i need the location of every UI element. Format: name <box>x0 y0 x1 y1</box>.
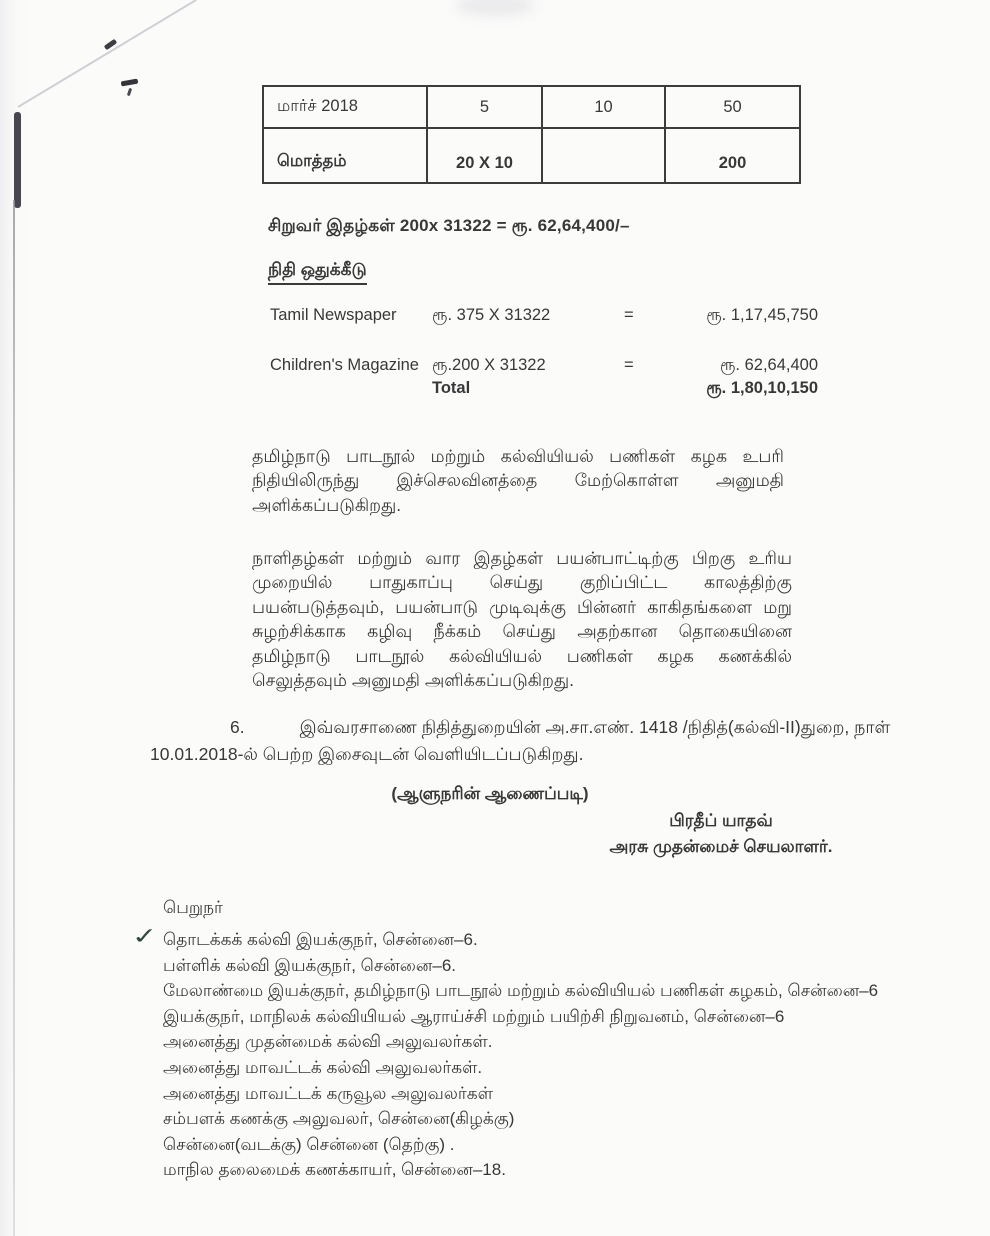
total-amount: ரூ. 1,80,10,150 <box>706 379 818 397</box>
paragraph-recycling: நாளிதழ்கள் மற்றும் வார இதழ்கள் பயன்பாட்டிற்கு பிறகு உரிய முறையில் பாதுகாப்பு செய்து குறிப்பிட்ட காலத்திற்கு பயன்படுத்தவும், பயன்பாடு முடிவுக்கு பின்னர் காகிதங்களை மறு சுழற்சிக்காக கழிவு நீக்கம் செய்து அதற்கான தொகையினை தமிழ்நாடு பாடநூல் கல்வியியல் பணிகள் கழக கணக்கில் செலுத்தவும் அனுமதி அளிக்கப்படுகிறது. <box>252 548 792 691</box>
equals-sign: = <box>624 306 634 324</box>
allocation-expression: ரூ. 375 X 31322 <box>432 306 551 324</box>
recipient-text: மாநில தலைமைக் கணக்காயர், சென்னை–18. <box>163 1160 506 1180</box>
recipient-text: அனைத்து மாவட்டக் கல்வி அலுவலர்கள். <box>163 1057 483 1077</box>
allocation-label <box>270 378 432 398</box>
table-cell <box>541 129 664 182</box>
equals-sign: = <box>624 356 634 374</box>
signatory-title: அரசு முதன்மைச் செயலாளர். <box>609 837 833 856</box>
total-label: Total <box>432 379 471 397</box>
recipients-list <box>130 898 879 1183</box>
recipient-text: அனைத்து முதன்மைக் கல்வி அலுவலர்கள். <box>163 1032 493 1052</box>
recipient-item <box>163 1157 878 1183</box>
allocation-amount: ரூ. 1,17,45,750 <box>706 306 818 324</box>
signature-block <box>575 808 867 860</box>
ink-mark <box>121 79 139 87</box>
paragraph-sanction: தமிழ்நாடு பாடநூல் மற்றும் கல்வியியல் பணிகள் கழக உபரி நிதியிலிருந்து இச்செலவினத்தை மேற்கொள்ள அனுமதி அளிக்கப்படுகிறது. <box>252 446 784 515</box>
fund-allocation-block <box>270 305 820 398</box>
allocation-row <box>270 305 820 325</box>
recipient-text: சம்பளக் கணக்கு அலுவலர், சென்னை(கிழக்கு) <box>163 1109 515 1129</box>
allocation-label: Tamil Newspaper <box>270 306 397 324</box>
fold-crease-line <box>17 0 196 108</box>
table-cell: 5 <box>426 87 541 127</box>
ink-mark <box>127 88 132 97</box>
children-magazine-calc-line: சிறுவர் இதழ்கள் 200x 31322 = ரூ. 62,64,400/– <box>268 216 630 235</box>
table-row <box>264 127 799 182</box>
recipient-item <box>163 1029 878 1055</box>
paragraph-body: இவ்வரசாணை நிதித்துறையின் அ.சா.எண். 1418 /நிதித்(கல்வி-II)துறை, நாள் 10.01.2018-ல் பெற்ற இசைவுடன் வெளியிடப்படுகிறது. <box>150 717 891 764</box>
recipient-item <box>163 1132 878 1158</box>
table-row <box>264 87 799 127</box>
table-cell: மார்ச் 2018 <box>277 96 358 115</box>
signatory-name: பிரதீப் யாதவ் <box>669 811 773 830</box>
allocation-total-row <box>270 378 820 398</box>
fund-allocation-heading: நிதி ஒதுக்கீடு <box>268 260 367 285</box>
paragraph-number: 6. <box>230 717 245 737</box>
recipient-item <box>163 953 878 979</box>
recipient-text: சென்னை(வடக்கு) சென்னை (தெற்கு) . <box>163 1134 455 1154</box>
allocation-expression: ரூ.200 X 31322 <box>432 356 546 374</box>
recipient-text: இயக்குநர், மாநிலக் கல்வியியல் ஆராய்ச்சி மற்றும் பயிற்சி நிறுவனம், சென்னை–6 <box>163 1006 785 1026</box>
recipient-text: அனைத்து மாவட்டக் கருவூல அலுவலர்கள் <box>163 1083 494 1103</box>
recipient-item <box>163 1081 878 1107</box>
table-cell: 200 <box>664 129 799 182</box>
recipient-item <box>163 1106 878 1132</box>
allocation-amount: ரூ. 62,64,400 <box>719 356 818 374</box>
table-cell: 10 <box>541 87 664 127</box>
scan-edge-mark <box>14 112 21 208</box>
table-cell: 50 <box>664 87 799 127</box>
summary-table <box>262 85 801 184</box>
allocation-label: Children's Magazine <box>270 356 419 374</box>
checkmark-icon: ✓ <box>130 923 160 950</box>
scan-smudge <box>455 0 535 16</box>
paragraph-finance-concurrence <box>150 714 894 768</box>
table-cell: மொத்தம் <box>277 152 347 170</box>
recipient-item <box>130 923 878 953</box>
recipient-item <box>163 1055 878 1081</box>
allocation-row <box>270 355 820 375</box>
scan-edge-line <box>13 200 15 1236</box>
table-cell: 20 X 10 <box>426 129 541 182</box>
equals-sign <box>624 378 668 398</box>
recipient-item <box>163 1004 878 1030</box>
recipient-text: மேலாண்மை இயக்குநர், தமிழ்நாடு பாடநூல் மற்றும் கல்வியியல் பணிகள் கழகம், சென்னை–6 <box>163 981 879 1001</box>
recipients-heading: பெறுநர் <box>163 898 223 917</box>
by-order-of-governor-line: (ஆளுநரின் ஆணைப்படி) <box>391 784 589 803</box>
recipient-text: தொடக்கக் கல்வி இயக்குநர், சென்னை–6. <box>163 930 478 949</box>
recipient-item <box>163 978 878 1004</box>
recipient-text: பள்ளிக் கல்வி இயக்குநர், சென்னை–6. <box>163 955 456 975</box>
